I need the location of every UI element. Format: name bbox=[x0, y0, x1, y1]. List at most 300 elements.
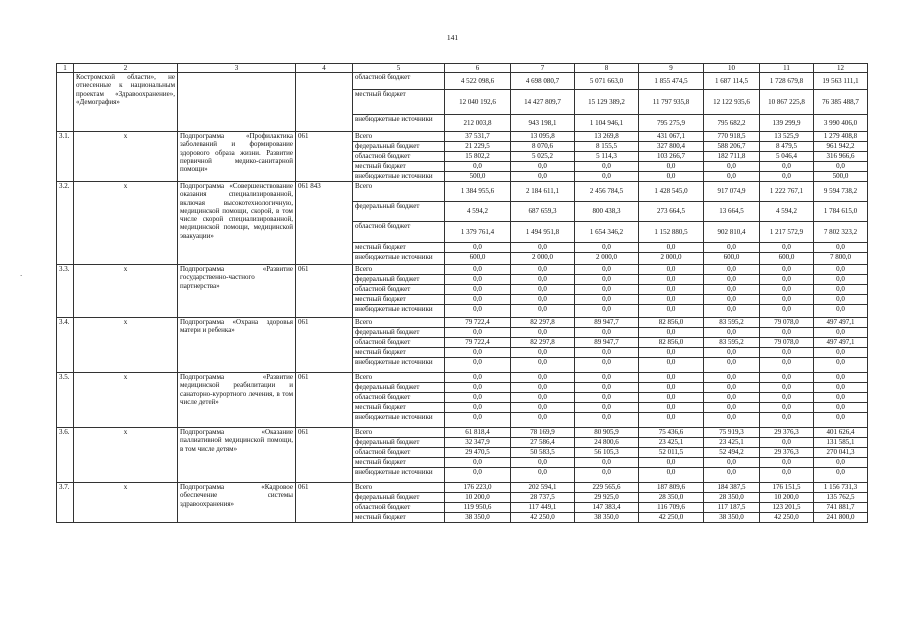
amount-cell: 1 152 880,5 bbox=[639, 222, 704, 243]
amount-cell: 0,0 bbox=[814, 373, 868, 383]
amount-cell: 0,0 bbox=[445, 328, 511, 338]
amount-cell: 2 000,0 bbox=[639, 253, 704, 265]
amount-cell: 0,0 bbox=[639, 403, 704, 413]
amount-cell: 0,0 bbox=[814, 403, 868, 413]
funding-source: областной бюджет bbox=[353, 152, 445, 162]
amount-cell: 0,0 bbox=[760, 305, 814, 318]
amount-cell: 0,0 bbox=[704, 285, 760, 295]
amount-cell: 52 011,5 bbox=[639, 448, 704, 458]
amount-cell: 0,0 bbox=[575, 403, 639, 413]
program-column-2: х bbox=[74, 428, 178, 483]
header-cell: 8 bbox=[575, 64, 639, 73]
header-cell: 10 bbox=[704, 64, 760, 73]
amount-cell: 117 187,5 bbox=[704, 503, 760, 513]
amount-cell: 0,0 bbox=[704, 403, 760, 413]
program-column-2: х bbox=[74, 265, 178, 318]
executor-code: 061 bbox=[296, 265, 353, 318]
program-column-2: х bbox=[74, 182, 178, 265]
amount-cell: 2 456 784,5 bbox=[575, 182, 639, 202]
subprogram-name: Подпрограмма «Оказание паллиативной медицинской помощи, в том числе детям» bbox=[178, 428, 296, 483]
amount-cell: 0,0 bbox=[639, 383, 704, 393]
amount-cell: 135 762,5 bbox=[814, 493, 868, 503]
amount-cell: 0,0 bbox=[445, 295, 511, 305]
subprogram-name: Подпрограмма «Развитие медицинской реабилитации и санаторно-курортного лечения, в том числе детей» bbox=[178, 373, 296, 428]
funding-source: федеральный бюджет bbox=[353, 383, 445, 393]
funding-source: федеральный бюджет bbox=[353, 328, 445, 338]
page-number: 141 bbox=[446, 33, 459, 42]
amount-cell: 0,0 bbox=[445, 403, 511, 413]
amount-cell: 13 664,5 bbox=[704, 202, 760, 222]
funding-source: областной бюджет bbox=[353, 222, 445, 243]
funding-source: местный бюджет bbox=[353, 458, 445, 468]
funding-source: областной бюджет bbox=[353, 393, 445, 403]
amount-cell: 0,0 bbox=[511, 285, 575, 295]
amount-cell: 0,0 bbox=[704, 172, 760, 182]
amount-cell: 270 041,3 bbox=[814, 448, 868, 458]
amount-cell: 0,0 bbox=[814, 393, 868, 403]
amount-cell: 119 950,6 bbox=[445, 503, 511, 513]
amount-cell: 176 151,5 bbox=[760, 483, 814, 493]
amount-cell: 10 200,0 bbox=[445, 493, 511, 503]
funding-source: Всего bbox=[353, 483, 445, 493]
amount-cell: 0,0 bbox=[704, 275, 760, 285]
table-row bbox=[57, 318, 868, 328]
amount-cell: 56 105,3 bbox=[575, 448, 639, 458]
amount-cell: 0,0 bbox=[760, 373, 814, 383]
amount-cell: 795 682,2 bbox=[704, 115, 760, 132]
amount-cell: 0,0 bbox=[704, 413, 760, 428]
amount-cell: 29 925,0 bbox=[575, 493, 639, 503]
subprogram-name: Подпрограмма «Совершенствование оказания специализированной, включая высокотехнологичную, медицинской помощи, скорой, в том числе скорой специализированной, медицинской помощи, медицинской эвакуации» bbox=[178, 182, 296, 265]
amount-cell: 13 095,8 bbox=[511, 132, 575, 142]
header-cell: 3 bbox=[178, 64, 296, 73]
amount-cell: 0,0 bbox=[511, 328, 575, 338]
amount-cell: 0,0 bbox=[445, 243, 511, 253]
amount-cell: 401 626,4 bbox=[814, 428, 868, 438]
amount-cell: 0,0 bbox=[445, 285, 511, 295]
amount-cell: 0,0 bbox=[760, 393, 814, 403]
amount-cell: 0,0 bbox=[639, 348, 704, 358]
amount-cell: 0,0 bbox=[760, 348, 814, 358]
amount-cell: 1 279 408,8 bbox=[814, 132, 868, 142]
amount-cell: 52 494,2 bbox=[704, 448, 760, 458]
amount-cell: 0,0 bbox=[814, 162, 868, 172]
amount-cell: 7 800,0 bbox=[814, 253, 868, 265]
amount-cell: 0,0 bbox=[511, 172, 575, 182]
amount-cell: 27 586,4 bbox=[511, 438, 575, 448]
amount-cell: 0,0 bbox=[760, 172, 814, 182]
amount-cell: 147 383,4 bbox=[575, 503, 639, 513]
amount-cell: 23 425,1 bbox=[639, 438, 704, 448]
amount-cell: 0,0 bbox=[814, 348, 868, 358]
amount-cell: 0,0 bbox=[639, 172, 704, 182]
amount-cell: 37 531,7 bbox=[445, 132, 511, 142]
amount-cell: 229 565,6 bbox=[575, 483, 639, 493]
amount-cell: 29 376,3 bbox=[760, 448, 814, 458]
amount-cell: 0,0 bbox=[575, 275, 639, 285]
amount-cell: 1 379 761,4 bbox=[445, 222, 511, 243]
amount-cell: 0,0 bbox=[704, 243, 760, 253]
amount-cell: 431 067,1 bbox=[639, 132, 704, 142]
amount-cell: 2 000,0 bbox=[575, 253, 639, 265]
amount-cell: 0,0 bbox=[760, 265, 814, 275]
row-number: 3.4. bbox=[57, 318, 74, 373]
amount-cell: 82 297,8 bbox=[511, 318, 575, 328]
amount-cell: 1 784 615,0 bbox=[814, 202, 868, 222]
header-row bbox=[57, 64, 868, 73]
amount-cell: 116 709,6 bbox=[639, 503, 704, 513]
subprogram-name: Подпрограмма «Профилактика заболеваний и формирование здорового образа жизни. Развитие первичной медико-санитарной помощи» bbox=[178, 132, 296, 182]
amount-cell: 79 722,4 bbox=[445, 338, 511, 348]
header-cell: 1 bbox=[57, 64, 74, 73]
amount-cell: 0,0 bbox=[511, 413, 575, 428]
amount-cell: 15 802,2 bbox=[445, 152, 511, 162]
amount-cell: 8 155,5 bbox=[575, 142, 639, 152]
amount-cell: 0,0 bbox=[704, 358, 760, 373]
amount-cell: 75 436,6 bbox=[639, 428, 704, 438]
amount-cell: 0,0 bbox=[704, 383, 760, 393]
amount-cell: 50 583,5 bbox=[511, 448, 575, 458]
amount-cell: 182 711,8 bbox=[704, 152, 760, 162]
amount-cell: 0,0 bbox=[575, 373, 639, 383]
amount-cell: 12 040 192,6 bbox=[445, 90, 511, 115]
funding-source: федеральный бюджет bbox=[353, 142, 445, 152]
row-number bbox=[57, 73, 74, 132]
amount-cell: 184 387,5 bbox=[704, 483, 760, 493]
funding-source: внебюджетные источники bbox=[353, 358, 445, 373]
row-number: 3.6. bbox=[57, 428, 74, 483]
amount-cell: 28 350,0 bbox=[704, 493, 760, 503]
amount-cell: 0,0 bbox=[704, 348, 760, 358]
amount-cell: 600,0 bbox=[704, 253, 760, 265]
amount-cell: 0,0 bbox=[814, 285, 868, 295]
row-number: 3.1. bbox=[57, 132, 74, 182]
amount-cell: 0,0 bbox=[575, 285, 639, 295]
amount-cell: 42 250,0 bbox=[511, 513, 575, 523]
amount-cell: 741 881,7 bbox=[814, 503, 868, 513]
amount-cell: 0,0 bbox=[814, 468, 868, 483]
amount-cell: 0,0 bbox=[639, 358, 704, 373]
funding-source: областной бюджет bbox=[353, 73, 445, 90]
amount-cell: 24 800,6 bbox=[575, 438, 639, 448]
amount-cell: 123 201,5 bbox=[760, 503, 814, 513]
amount-cell: 2 184 611,1 bbox=[511, 182, 575, 202]
amount-cell: 29 470,5 bbox=[445, 448, 511, 458]
amount-cell: 19 563 111,1 bbox=[814, 73, 868, 90]
amount-cell: 0,0 bbox=[760, 162, 814, 172]
amount-cell: 7 802 323,2 bbox=[814, 222, 868, 243]
amount-cell: 10 200,0 bbox=[760, 493, 814, 503]
table-row bbox=[57, 182, 868, 202]
amount-cell: 0,0 bbox=[511, 243, 575, 253]
amount-cell: 13 269,8 bbox=[575, 132, 639, 142]
amount-cell: 0,0 bbox=[445, 383, 511, 393]
executor-code: 061 bbox=[296, 483, 353, 523]
funding-source: внебюджетные источники bbox=[353, 413, 445, 428]
amount-cell: 8 070,6 bbox=[511, 142, 575, 152]
amount-cell: 316 966,6 bbox=[814, 152, 868, 162]
table-row bbox=[57, 132, 868, 142]
amount-cell: 0,0 bbox=[760, 243, 814, 253]
amount-cell: 32 347,9 bbox=[445, 438, 511, 448]
funding-source: областной бюджет bbox=[353, 338, 445, 348]
funding-source: Всего bbox=[353, 182, 445, 202]
amount-cell: 0,0 bbox=[704, 295, 760, 305]
amount-cell: 902 810,4 bbox=[704, 222, 760, 243]
amount-cell: 0,0 bbox=[814, 413, 868, 428]
executor-code: 061 bbox=[296, 428, 353, 483]
amount-cell: 0,0 bbox=[704, 162, 760, 172]
amount-cell: 0,0 bbox=[760, 358, 814, 373]
table-row bbox=[57, 265, 868, 275]
executor-code: 061 bbox=[296, 373, 353, 428]
funding-source: местный бюджет bbox=[353, 90, 445, 115]
amount-cell: 0,0 bbox=[511, 265, 575, 275]
amount-cell: 0,0 bbox=[639, 243, 704, 253]
funding-source: областной бюджет bbox=[353, 285, 445, 295]
amount-cell: 0,0 bbox=[814, 305, 868, 318]
amount-cell: 0,0 bbox=[575, 458, 639, 468]
funding-source: областной бюджет bbox=[353, 503, 445, 513]
funding-source: Всего bbox=[353, 132, 445, 142]
funding-source: Всего bbox=[353, 318, 445, 328]
amount-cell: 497 497,1 bbox=[814, 318, 868, 328]
amount-cell: 0,0 bbox=[814, 383, 868, 393]
amount-cell: 80 905,9 bbox=[575, 428, 639, 438]
amount-cell: 0,0 bbox=[704, 265, 760, 275]
amount-cell: 0,0 bbox=[639, 305, 704, 318]
amount-cell: 0,0 bbox=[511, 393, 575, 403]
amount-cell: 5 046,4 bbox=[760, 152, 814, 162]
amount-cell: 1 687 114,5 bbox=[704, 73, 760, 90]
amount-cell: 28 737,5 bbox=[511, 493, 575, 503]
amount-cell: 0,0 bbox=[511, 305, 575, 318]
amount-cell: 117 449,1 bbox=[511, 503, 575, 513]
amount-cell: 23 425,1 bbox=[704, 438, 760, 448]
amount-cell: 0,0 bbox=[639, 328, 704, 338]
header-cell: 2 bbox=[74, 64, 178, 73]
funding-source: местный бюджет bbox=[353, 348, 445, 358]
amount-cell: 0,0 bbox=[511, 373, 575, 383]
amount-cell: 0,0 bbox=[445, 162, 511, 172]
amount-cell: 500,0 bbox=[814, 172, 868, 182]
amount-cell: 1 217 572,9 bbox=[760, 222, 814, 243]
amount-cell: 1 156 731,3 bbox=[814, 483, 868, 493]
funding-source: внебюджетные источники bbox=[353, 305, 445, 318]
amount-cell: 0,0 bbox=[814, 328, 868, 338]
amount-cell: 0,0 bbox=[704, 305, 760, 318]
table-row bbox=[57, 73, 868, 90]
amount-cell: 139 299,9 bbox=[760, 115, 814, 132]
amount-cell: 0,0 bbox=[575, 243, 639, 253]
table-row bbox=[57, 428, 868, 438]
subprogram-name: Подпрограмма «Охрана здоровья матери и ребенка» bbox=[178, 318, 296, 373]
amount-cell: 0,0 bbox=[704, 373, 760, 383]
margin-mark: ` bbox=[20, 274, 23, 282]
amount-cell: 0,0 bbox=[814, 358, 868, 373]
amount-cell: 0,0 bbox=[575, 305, 639, 318]
amount-cell: 5 025,2 bbox=[511, 152, 575, 162]
program-column-2: х bbox=[74, 373, 178, 428]
amount-cell: 0,0 bbox=[814, 458, 868, 468]
amount-cell: 82 856,0 bbox=[639, 338, 704, 348]
amount-cell: 0,0 bbox=[760, 295, 814, 305]
amount-cell: 241 800,0 bbox=[814, 513, 868, 523]
funding-source: местный бюджет bbox=[353, 295, 445, 305]
amount-cell: 4 522 098,6 bbox=[445, 73, 511, 90]
amount-cell: 12 122 935,6 bbox=[704, 90, 760, 115]
table-row bbox=[57, 483, 868, 493]
amount-cell: 687 659,3 bbox=[511, 202, 575, 222]
funding-source: Всего bbox=[353, 373, 445, 383]
amount-cell: 0,0 bbox=[445, 305, 511, 318]
amount-cell: 28 350,0 bbox=[639, 493, 704, 503]
amount-cell: 187 809,6 bbox=[639, 483, 704, 493]
header-cell: 11 bbox=[760, 64, 814, 73]
amount-cell: 0,0 bbox=[760, 403, 814, 413]
amount-cell: 0,0 bbox=[814, 243, 868, 253]
amount-cell: 0,0 bbox=[511, 295, 575, 305]
amount-cell: 0,0 bbox=[511, 383, 575, 393]
amount-cell: 0,0 bbox=[511, 403, 575, 413]
amount-cell: 1 384 955,6 bbox=[445, 182, 511, 202]
amount-cell: 4 698 080,7 bbox=[511, 73, 575, 90]
amount-cell: 15 129 389,2 bbox=[575, 90, 639, 115]
amount-cell: 1 104 946,1 bbox=[575, 115, 639, 132]
amount-cell: 0,0 bbox=[760, 468, 814, 483]
amount-cell: 0,0 bbox=[639, 373, 704, 383]
amount-cell: 0,0 bbox=[575, 468, 639, 483]
amount-cell: 83 595,2 bbox=[704, 338, 760, 348]
subprogram-name bbox=[178, 73, 296, 132]
program-column-2: х bbox=[74, 483, 178, 523]
amount-cell: 0,0 bbox=[760, 328, 814, 338]
amount-cell: 0,0 bbox=[639, 265, 704, 275]
amount-cell: 83 595,2 bbox=[704, 318, 760, 328]
amount-cell: 42 250,0 bbox=[760, 513, 814, 523]
amount-cell: 79 078,0 bbox=[760, 318, 814, 328]
amount-cell: 0,0 bbox=[575, 265, 639, 275]
amount-cell: 0,0 bbox=[575, 172, 639, 182]
amount-cell: 0,0 bbox=[814, 275, 868, 285]
funding-source: местный бюджет bbox=[353, 513, 445, 523]
amount-cell: 500,0 bbox=[445, 172, 511, 182]
amount-cell: 5 071 663,0 bbox=[575, 73, 639, 90]
amount-cell: 0,0 bbox=[445, 373, 511, 383]
amount-cell: 917 074,9 bbox=[704, 182, 760, 202]
funding-source: федеральный бюджет bbox=[353, 202, 445, 222]
amount-cell: 0,0 bbox=[575, 413, 639, 428]
amount-cell: 79 078,0 bbox=[760, 338, 814, 348]
amount-cell: 0,0 bbox=[445, 458, 511, 468]
amount-cell: 0,0 bbox=[575, 295, 639, 305]
amount-cell: 0,0 bbox=[445, 413, 511, 428]
amount-cell: 0,0 bbox=[814, 295, 868, 305]
executor-code: 061 bbox=[296, 318, 353, 373]
table-row bbox=[57, 373, 868, 383]
amount-cell: 795 275,9 bbox=[639, 115, 704, 132]
amount-cell: 79 722,4 bbox=[445, 318, 511, 328]
funding-source: внебюджетные источники bbox=[353, 253, 445, 265]
amount-cell: 0,0 bbox=[445, 358, 511, 373]
funding-source: внебюджетные источники bbox=[353, 115, 445, 132]
amount-cell: 1 494 951,8 bbox=[511, 222, 575, 243]
amount-cell: 0,0 bbox=[445, 265, 511, 275]
amount-cell: 89 947,7 bbox=[575, 318, 639, 328]
funding-source: областной бюджет bbox=[353, 448, 445, 458]
amount-cell: 961 942,2 bbox=[814, 142, 868, 152]
amount-cell: 82 297,8 bbox=[511, 338, 575, 348]
funding-source: внебюджетные источники bbox=[353, 468, 445, 483]
amount-cell: 0,0 bbox=[511, 458, 575, 468]
funding-source: местный бюджет bbox=[353, 403, 445, 413]
budget-table bbox=[56, 63, 868, 523]
amount-cell: 82 856,0 bbox=[639, 318, 704, 328]
amount-cell: 0,0 bbox=[511, 358, 575, 373]
amount-cell: 14 427 809,7 bbox=[511, 90, 575, 115]
row-number: 3.5. bbox=[57, 373, 74, 428]
funding-source: федеральный бюджет bbox=[353, 438, 445, 448]
amount-cell: 0,0 bbox=[575, 358, 639, 373]
amount-cell: 0,0 bbox=[511, 348, 575, 358]
amount-cell: 0,0 bbox=[639, 295, 704, 305]
amount-cell: 89 947,7 bbox=[575, 338, 639, 348]
amount-cell: 0,0 bbox=[814, 265, 868, 275]
funding-source: федеральный бюджет bbox=[353, 493, 445, 503]
subprogram-name: Подпрограмма «Кадровое обеспечение системы здравоохранения» bbox=[178, 483, 296, 523]
amount-cell: 76 385 488,7 bbox=[814, 90, 868, 115]
amount-cell: 588 206,7 bbox=[704, 142, 760, 152]
executor-code: 061 bbox=[296, 132, 353, 182]
amount-cell: 0,0 bbox=[445, 393, 511, 403]
amount-cell: 1 222 767,1 bbox=[760, 182, 814, 202]
program-column-2: х bbox=[74, 318, 178, 373]
amount-cell: 600,0 bbox=[760, 253, 814, 265]
amount-cell: 176 223,0 bbox=[445, 483, 511, 493]
amount-cell: 8 479,5 bbox=[760, 142, 814, 152]
amount-cell: 0,0 bbox=[760, 285, 814, 295]
row-number: 3.2. bbox=[57, 182, 74, 265]
amount-cell: 0,0 bbox=[445, 348, 511, 358]
amount-cell: 0,0 bbox=[704, 393, 760, 403]
amount-cell: 770 918,5 bbox=[704, 132, 760, 142]
amount-cell: 0,0 bbox=[639, 393, 704, 403]
header-cell: 12 bbox=[814, 64, 868, 73]
amount-cell: 0,0 bbox=[511, 468, 575, 483]
amount-cell: 202 594,1 bbox=[511, 483, 575, 493]
amount-cell: 11 797 935,8 bbox=[639, 90, 704, 115]
amount-cell: 1 855 474,5 bbox=[639, 73, 704, 90]
amount-cell: 1 654 346,2 bbox=[575, 222, 639, 243]
subprogram-name: Подпрограмма «Развитие государственно-частного партнерства» bbox=[178, 265, 296, 318]
amount-cell: 0,0 bbox=[575, 348, 639, 358]
amount-cell: 497 497,1 bbox=[814, 338, 868, 348]
amount-cell: 0,0 bbox=[511, 162, 575, 172]
amount-cell: 4 594,2 bbox=[760, 202, 814, 222]
amount-cell: 0,0 bbox=[760, 458, 814, 468]
executor-code: 061 843 bbox=[296, 182, 353, 265]
amount-cell: 0,0 bbox=[704, 458, 760, 468]
amount-cell: 943 198,1 bbox=[511, 115, 575, 132]
row-number: 3.7. bbox=[57, 483, 74, 523]
program-column-2: Костромской области», не отнесенные к национальным проектам «Здравоохранение», «Демография» bbox=[74, 73, 178, 132]
amount-cell: 9 594 738,2 bbox=[814, 182, 868, 202]
amount-cell: 273 664,5 bbox=[639, 202, 704, 222]
amount-cell: 0,0 bbox=[575, 383, 639, 393]
amount-cell: 0,0 bbox=[760, 413, 814, 428]
amount-cell: 131 585,1 bbox=[814, 438, 868, 448]
amount-cell: 0,0 bbox=[639, 275, 704, 285]
